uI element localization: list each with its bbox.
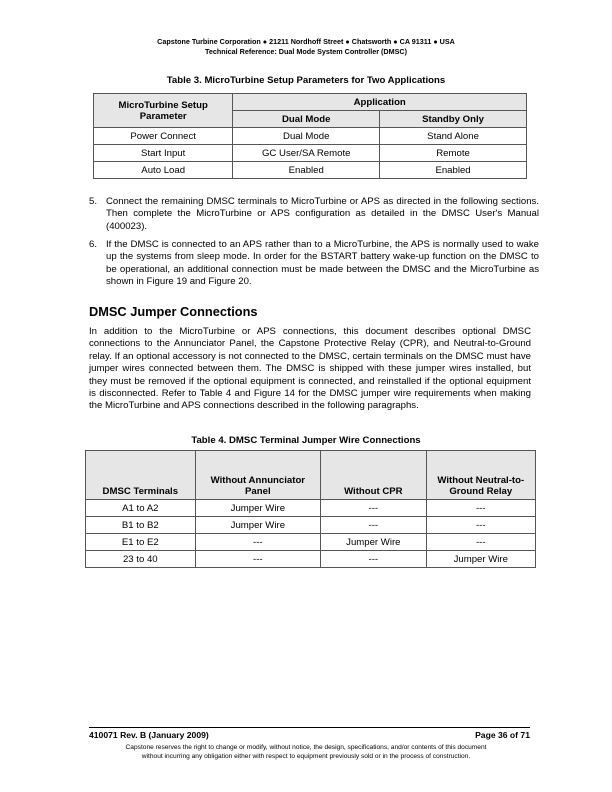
- table-cell: Remote: [380, 145, 527, 162]
- table-cell: ---: [321, 551, 426, 568]
- col-header-ntg-relay: Without Neutral-to-Ground Relay: [426, 451, 535, 500]
- step-text: If the DMSC is connected to an APS rather than to a MicroTurbine, the APS is normally used to wake up the systems from sleep mode. In order for the BSTART battery wake-up function on the DMSC to be operational, an additional connection must be made between the DMSC and the MicroTurbine as shown in Figure 19 and Figure 20.: [106, 239, 539, 288]
- step-number: 6.: [89, 239, 98, 250]
- page-header: [0, 37, 612, 57]
- table-cell: Start Input: [94, 145, 233, 162]
- header-doc-title: Technical Reference: Dual Mode System Controller (DMSC): [205, 47, 407, 56]
- table-cell: 23 to 40: [86, 551, 196, 568]
- col-header-terminals: DMSC Terminals: [86, 451, 196, 500]
- table-cell: GC User/SA Remote: [233, 145, 380, 162]
- table-cell: ---: [195, 534, 321, 551]
- table-cell: ---: [426, 517, 535, 534]
- footer-divider: [89, 727, 530, 728]
- table-cell: Dual Mode: [233, 128, 380, 145]
- param-header: MicroTurbine Setup Parameter: [94, 94, 233, 128]
- table-row: [94, 145, 527, 162]
- header-company-line: Capstone Turbine Corporation ● 21211 Nordhoff Street ● Chatsworth ● CA 91311 ● USA: [157, 37, 455, 46]
- table-cell: E1 to E2: [86, 534, 196, 551]
- table-cell: ---: [426, 500, 535, 517]
- disclaimer-line: Capstone reserves the right to change or modify, without notice, the design, specifications, and/or contents of this document: [125, 744, 487, 751]
- table-row: [86, 500, 536, 517]
- table-cell: Auto Load: [94, 162, 233, 179]
- table-cell: Enabled: [233, 162, 380, 179]
- table-cell: B1 to B2: [86, 517, 196, 534]
- disclaimer-line: without incurring any obligation either with respect to equipment previously sold or in the process of construction.: [141, 753, 471, 760]
- table-row: [86, 551, 536, 568]
- footer-page-number: Page 36 of 71: [475, 730, 530, 740]
- table4-caption: Table 4. DMSC Terminal Jumper Wire Connections: [191, 435, 421, 446]
- table-row: [86, 534, 536, 551]
- step-number: 5.: [89, 196, 98, 207]
- col-header-annunciator: Without Annunciator Panel: [195, 451, 321, 500]
- table3-caption: Table 3. MicroTurbine Setup Parameters for Two Applications: [166, 75, 446, 86]
- table-cell: Enabled: [380, 162, 527, 179]
- section-paragraph: In addition to the MicroTurbine or APS connections, this document describes optional DMSC connections to the Annunciator Panel, the Capstone Protective Relay (CPR), and Neutral-to-Ground relay. If an optional accessory is not connected to the DMSC, certain terminals on the DMSC must have jumper wires connected between them. The DMSC is shipped with these jumper wires installed, but they must be removed if the optional equipment is connected, and reinstalled if the optional equipment is disconnected. Refer to Table 4 and Figure 14 for the DMSC jumper wire requirements when making the MicroTurbine and APS connections described in the following paragraphs.: [89, 326, 531, 412]
- footer-disclaimer: [0, 743, 612, 761]
- table-cell: Jumper Wire: [321, 534, 426, 551]
- table-row: [86, 517, 536, 534]
- section-heading: DMSC Jumper Connections: [89, 304, 258, 319]
- table-cell: ---: [195, 551, 321, 568]
- jumper-wire-table: [85, 450, 536, 568]
- footer-doc-number: 410071 Rev. B (January 2009): [89, 730, 209, 740]
- table-cell: ---: [426, 534, 535, 551]
- step-text: Connect the remaining DMSC terminals to MicroTurbine or APS as directed in the following sections. Then complete the MicroTurbine or APS configuration as detailed in the DMSC User's Manual (400023).: [106, 196, 539, 232]
- step-5: [89, 196, 539, 234]
- table-cell: ---: [321, 517, 426, 534]
- application-header: Application: [233, 94, 527, 111]
- step-6: [89, 239, 539, 289]
- table-cell: Stand Alone: [380, 128, 527, 145]
- table-cell: Power Connect: [94, 128, 233, 145]
- table-cell: Jumper Wire: [195, 500, 321, 517]
- table-cell: ---: [321, 500, 426, 517]
- table-row: [94, 162, 527, 179]
- table-cell: Jumper Wire: [195, 517, 321, 534]
- table-cell: Jumper Wire: [426, 551, 535, 568]
- col-header-cpr: Without CPR: [321, 451, 426, 500]
- setup-parameters-table: [93, 93, 527, 179]
- col-header-dual-mode: Dual Mode: [233, 111, 380, 128]
- table-cell: A1 to A2: [86, 500, 196, 517]
- col-header-standby-only: Standby Only: [380, 111, 527, 128]
- table-row: [94, 128, 527, 145]
